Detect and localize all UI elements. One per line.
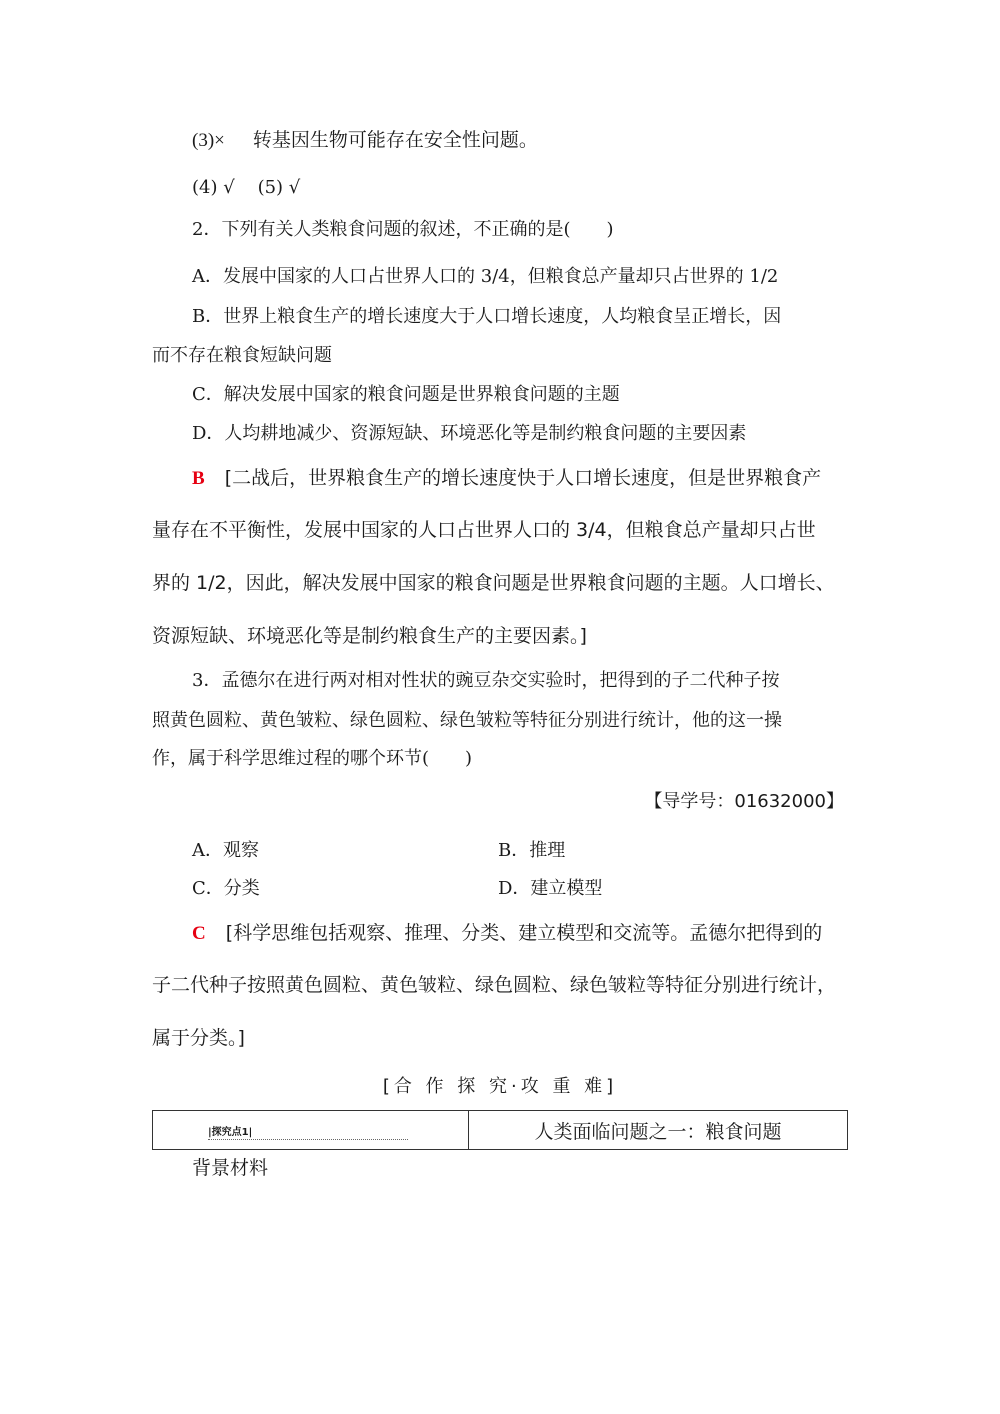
topic-title: 人类面临问题之一：粮食问题 — [534, 1120, 782, 1143]
guide-number: 【导学号：01632000】 — [644, 791, 844, 812]
question2-option-a: A．发展中国家的人口占世界人口的 3/4，但粮食总产量却只占世界的 1/2 — [192, 266, 779, 287]
question3-explanation-3: 属于分类。] — [152, 1027, 245, 1049]
item45-line: (4) √ (5) √ — [192, 177, 301, 198]
question2-stem: 2．下列有关人类粮食问题的叙述，不正确的是( ) — [192, 219, 614, 240]
question3-stem-2: 照黄色圆粒、黄色皱粒、绿色圆粒、绿色皱粒等特征分别进行统计，他的这一操 — [152, 710, 782, 731]
question3-explanation-1 — [192, 921, 822, 946]
explanation-text: [二战后，世界粮食生产的增长速度快于人口增长速度，但是世界粮食产 — [224, 467, 822, 489]
question2-explanation-3: 界的 1/2，因此，解决发展中国家的粮食问题是世界粮食问题的主题。人口增长、 — [152, 572, 835, 594]
question2-option-b-cont: 而不存在粮食短缺问题 — [152, 345, 332, 366]
question3-stem-1: 3．孟德尔在进行两对相对性状的豌豆杂交实验时，把得到的子二代种子按 — [192, 670, 780, 691]
question3-option-c: C．分类 — [192, 878, 260, 899]
explanation-text: [科学思维包括观察、推理、分类、建立模型和交流等。孟德尔把得到的 — [225, 922, 823, 944]
question2-explanation-4: 资源短缺、环境恶化等是制约粮食生产的主要因素。] — [152, 625, 587, 647]
item3-line — [192, 128, 538, 153]
item3-text: 转基因生物可能存在安全性问题。 — [252, 129, 538, 151]
question3-explanation-2: 子二代种子按照黄色圆粒、黄色皱粒、绿色圆粒、绿色皱粒等特征分别进行统计， — [152, 974, 837, 996]
question3-option-b: B．推理 — [498, 840, 566, 861]
item3-mark: (3)× — [192, 130, 225, 151]
topic-tag-cell — [153, 1111, 469, 1149]
answer-letter-c: C — [192, 923, 206, 944]
section-title: [合 作 探 究·攻 重 难] — [382, 1076, 618, 1097]
topic-box — [152, 1110, 848, 1150]
question3-option-d: D．建立模型 — [498, 878, 603, 899]
question2-explanation-1 — [192, 466, 821, 491]
question2-option-c: C．解决发展中国家的粮食问题是世界粮食问题的主题 — [192, 384, 620, 405]
question2-explanation-2: 量存在不平衡性，发展中国家的人口占世界人口的 3/4，但粮食总产量却只占世 — [152, 519, 816, 541]
question2-option-b: B．世界上粮食生产的增长速度大于人口增长速度，人均粮食呈正增长，因 — [192, 306, 782, 327]
answer-letter-b: B — [192, 468, 205, 489]
question3-option-a: A．观察 — [192, 840, 259, 861]
question2-option-d: D．人均耕地减少、资源短缺、环境恶化等是制约粮食问题的主要因素 — [192, 423, 747, 444]
explore-point-tag: |探究点1| — [208, 1123, 408, 1140]
question3-stem-3: 作，属于科学思维过程的哪个环节( ) — [152, 748, 473, 769]
background-material-heading: 背景材料 — [192, 1157, 269, 1179]
